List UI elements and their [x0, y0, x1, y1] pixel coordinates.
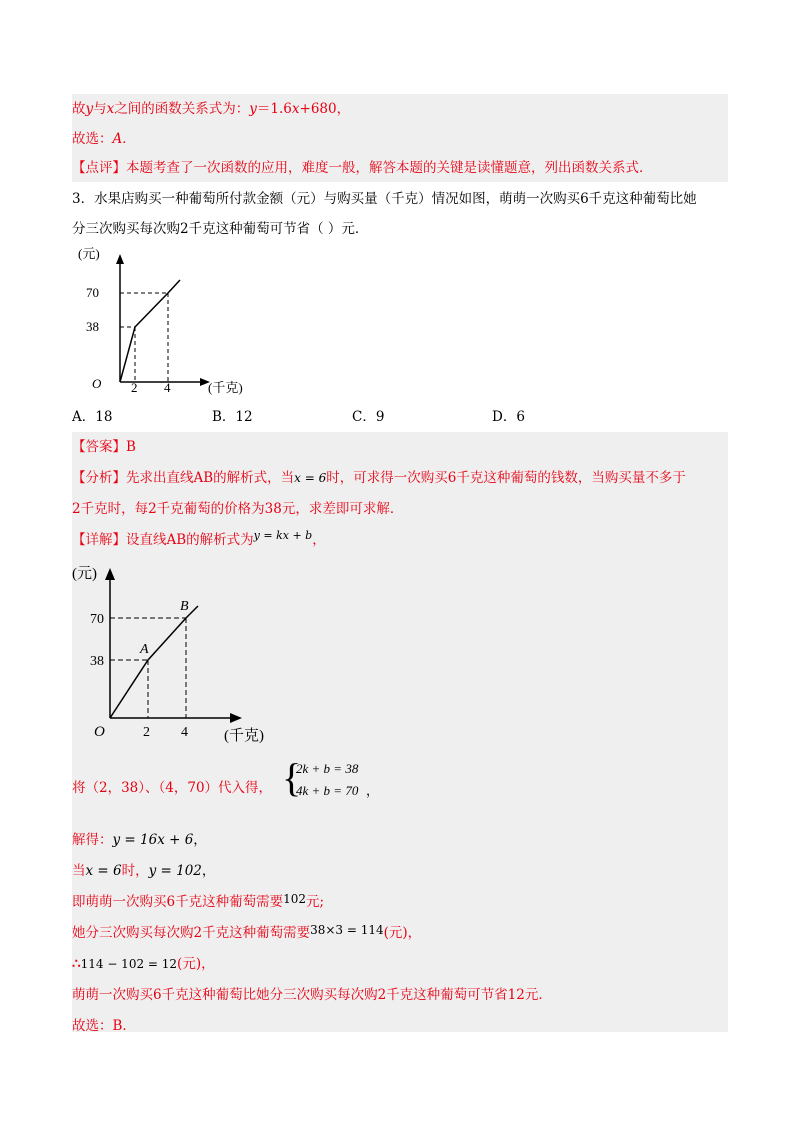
final-choice-line: 故选：B．: [72, 1018, 136, 1034]
option-b: B．12: [212, 409, 253, 425]
formula: 38×3 = 114: [310, 923, 384, 937]
formula: y = 102: [148, 863, 202, 879]
analysis-line-2: 2千克时，每2千克葡萄的价格为38元，求差即可求解．: [72, 501, 404, 517]
text: 时，: [121, 863, 149, 879]
price-line: [120, 280, 180, 382]
x-tick-2: 2: [131, 380, 138, 395]
y-axis-arrow: [116, 254, 124, 264]
brace: {: [282, 755, 302, 800]
text: ，: [193, 832, 207, 848]
one-time-line: [72, 892, 324, 912]
system-comma: ，: [366, 783, 380, 798]
text: 之间的函数关系式为：: [114, 101, 250, 117]
x-unit-label: (千克): [224, 728, 264, 744]
point-a-label: A: [140, 642, 149, 657]
question-graph: [60, 240, 280, 400]
text: ＝1.6: [256, 101, 292, 117]
var-y: y: [85, 101, 94, 117]
formula: x = 6: [85, 863, 122, 879]
choice: A: [112, 131, 123, 147]
comment-tag: 【点评】: [72, 160, 126, 176]
text: (元)，: [177, 956, 215, 972]
value: 102: [283, 892, 306, 906]
text: 与: [93, 101, 107, 117]
y-tick-70: 70: [90, 612, 104, 627]
option-c: C．9: [352, 409, 385, 425]
origin-label: O: [92, 376, 102, 391]
text: (元)，: [383, 925, 422, 941]
text: 设直线AB的解析式为: [126, 532, 254, 548]
text: 元;: [306, 894, 325, 910]
point-b-label: B: [180, 599, 189, 614]
text: 故选：: [72, 131, 113, 147]
option-d: D．6: [492, 409, 525, 425]
formula: y = kx + b: [253, 529, 313, 542]
equation-2: 4k + b = 70: [296, 783, 359, 798]
x-tick-4: 4: [164, 380, 171, 395]
text: 先求出直线AB的解析式，当: [126, 470, 295, 486]
line-ab: [110, 606, 198, 718]
comment-text: 本题考查了一次函数的应用，难度一般，解答本题的关键是读懂题意，列出函数关系式．: [126, 160, 653, 176]
y-unit-label: (元): [78, 246, 100, 261]
solve-line: [72, 830, 207, 850]
text: 时，可求得一次购买6千克这种葡萄的钱数，当购买量不多于: [326, 470, 686, 486]
question-line-2: 分三次购买每次购2千克这种葡萄可节省（ ）元．: [72, 221, 369, 237]
text: ，: [201, 863, 216, 879]
text: 解得：: [72, 832, 113, 848]
choose-line: [72, 129, 136, 149]
difference-line: [72, 954, 215, 974]
text: ，: [312, 532, 326, 548]
text: 当: [72, 863, 86, 879]
text: 她分三次购买每次购2千克这种葡萄需要: [72, 925, 311, 941]
answer-tag: 【答案】: [72, 439, 126, 455]
text: 即萌萌一次购买6千克这种葡萄需要: [72, 894, 284, 910]
answer-line: [72, 437, 136, 457]
x-tick-4: 4: [181, 725, 188, 740]
text: 故: [72, 101, 86, 117]
text: 将（2，38）、（4，70）代入得，: [72, 780, 273, 796]
y-tick-70: 70: [86, 285, 99, 300]
therefore-symbol: ∴: [72, 956, 81, 972]
conclusion-line: 萌萌一次购买6千克这种葡萄比她分三次购买每次购2千克这种葡萄可节省12元．: [72, 987, 552, 1003]
y-tick-38: 38: [86, 319, 99, 334]
formula: 114 − 102 = 12: [80, 957, 178, 971]
substitute-line: [72, 778, 272, 798]
x-unit-label: (千克): [208, 380, 243, 395]
relation-line: [72, 99, 350, 119]
option-a: A．18: [72, 409, 113, 425]
three-times-line: [72, 923, 421, 943]
var-x: x: [291, 101, 300, 117]
analysis-line-1: [72, 468, 686, 488]
solution-graph: [72, 556, 282, 746]
answer-value: B: [126, 439, 136, 455]
y-tick-38: 38: [90, 654, 104, 669]
y-axis-arrow: [105, 568, 115, 580]
detail-tag: 【详解】: [72, 532, 126, 548]
text: ．: [122, 131, 136, 147]
question-line-1: 3．水果店购买一种葡萄所付款金额（元）与购买量（千克）情况如图，萌萌一次购买6千克这种葡萄比她: [72, 191, 697, 207]
y-unit-label: (元): [72, 566, 97, 582]
comment-line: [72, 158, 653, 178]
x-tick-2: 2: [143, 725, 150, 740]
var-x: x: [106, 101, 115, 117]
equation-1: 2k + b = 38: [296, 761, 359, 776]
analysis-tag: 【分析】: [72, 470, 126, 486]
var-y: y: [249, 101, 257, 117]
detail-line: [72, 530, 326, 551]
formula: y = 16x + 6: [112, 832, 194, 848]
x-axis-arrow: [230, 713, 242, 723]
text: +680，: [299, 101, 351, 117]
when-line: [72, 861, 215, 881]
origin-label: O: [94, 724, 105, 740]
formula: x = 6: [294, 471, 327, 485]
